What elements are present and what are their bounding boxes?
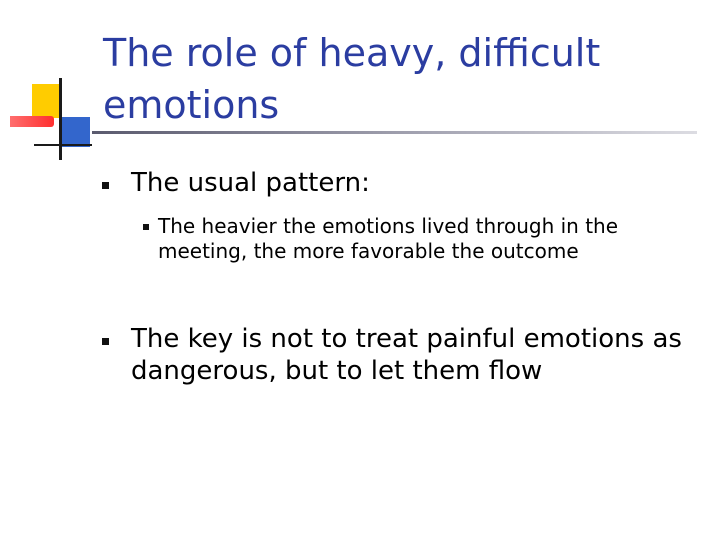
bullet-text: The key is not to treat painful emotions as dangerous, but to let them flow xyxy=(131,324,682,386)
bullet-text: The usual pattern: xyxy=(131,168,370,198)
bullet-square-icon xyxy=(102,182,109,189)
bullet-square-icon xyxy=(102,338,109,345)
sub-bullet-square-icon xyxy=(143,224,149,230)
slide-title: The role of heavy, difficult emotions xyxy=(103,31,601,127)
blue-square-shape xyxy=(62,117,90,147)
title-divider xyxy=(92,131,697,134)
vertical-line-shape xyxy=(59,78,62,160)
red-bar-shape xyxy=(10,116,54,127)
sub-bullet-text: The heavier the emotions lived through in the meeting, the more favorable the outcome xyxy=(158,214,619,263)
logo-decoration xyxy=(0,0,110,170)
yellow-square-shape xyxy=(32,84,62,118)
horizontal-line-shape xyxy=(34,144,92,146)
